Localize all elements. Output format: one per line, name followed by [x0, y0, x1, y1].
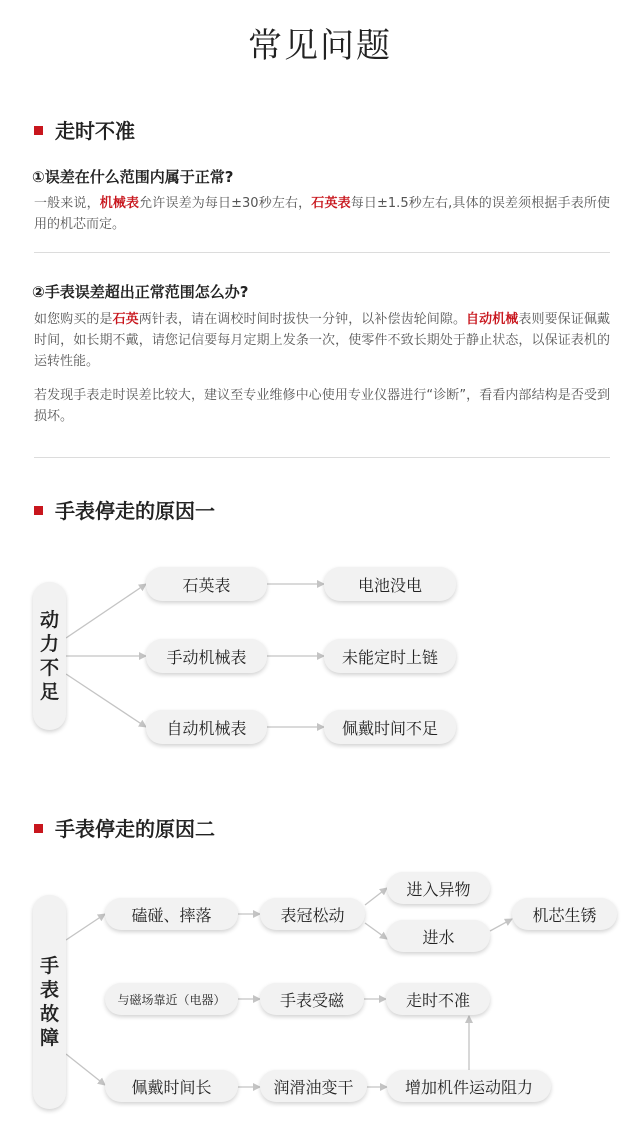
answer-1-part2: 允许误差为每日±30秒左右， [139, 196, 312, 211]
answer-2-part2: 两针表，请在调校时间时拔快一分钟，以补偿齿轮间隙。 [138, 312, 467, 327]
node-insufficient-wear: 佩戴时间不足 [324, 710, 456, 744]
node-increased-resistance: 增加机件运动阻力 [387, 1070, 551, 1102]
red-square-icon [34, 824, 43, 833]
divider [34, 457, 610, 458]
node-crown-loose: 表冠松动 [260, 898, 365, 930]
section-heading-stop-reason-1 [34, 495, 215, 524]
answer-1-part1: 一般来说， [34, 196, 100, 211]
root-node-watch-fault: 手 表 故 障 [33, 895, 66, 1109]
answer-2-auto: 自动机械 [466, 312, 519, 327]
node-magnetic-source: 与磁场靠近（电器） [105, 983, 238, 1015]
node-water-ingress: 进水 [387, 920, 490, 952]
answer-2-part1: 如您购买的是 [34, 312, 113, 327]
answer-1-text [34, 193, 610, 235]
node-magnetized: 手表受磁 [260, 983, 364, 1015]
node-battery-dead: 电池没电 [324, 567, 456, 601]
answer-2-text [34, 309, 610, 372]
question-2-title: ②手表误差超出正常范围怎么办? [32, 283, 249, 301]
node-quartz-watch: 石英表 [146, 567, 267, 601]
node-oil-dried: 润滑油变干 [260, 1070, 367, 1102]
red-square-icon [34, 506, 43, 515]
answer-1-quartz: 石英表 [311, 196, 351, 211]
answer-2-advice: 若发现手表走时误差比较大，建议至专业维修中心使用专业仪器进行“诊断”，看看内部结构是否受到损坏。 [34, 388, 610, 424]
divider [34, 252, 610, 253]
answer-2-quartz: 石英 [112, 312, 139, 327]
section-heading-label: 手表停走的原因一 [55, 499, 215, 523]
node-automatic-mechanical: 自动机械表 [146, 710, 267, 744]
page-title: 常见问题 [248, 26, 392, 66]
answer-1-mech: 机械表 [99, 196, 140, 211]
section-heading-inaccurate [34, 115, 135, 144]
section-heading-label: 走时不准 [55, 119, 135, 143]
red-square-icon [34, 126, 43, 135]
node-movement-rust: 机芯生锈 [512, 898, 617, 930]
answer-1-part3: 每日±1.5秒左右,具体的误差须根据手表所使用的机芯而定。 [34, 196, 610, 232]
node-inaccurate-time: 走时不准 [386, 983, 490, 1015]
answer-2-part3: 表则要保证佩戴时间，如长期不戴，请您记信要每月定期上发条一次，使零件不致长期处于静止状态，以保证表机的运转性能。 [34, 312, 610, 369]
section-heading-label: 手表停走的原因二 [55, 817, 215, 841]
question-1-title: ①误差在什么范围内属于正常? [32, 168, 234, 186]
root-node-power-shortage: 动 力 不 足 [33, 582, 66, 730]
section-heading-stop-reason-2 [34, 813, 215, 842]
node-bump-drop: 磕碰、摔落 [105, 898, 238, 930]
node-not-wound: 未能定时上链 [324, 639, 456, 673]
node-manual-mechanical: 手动机械表 [146, 639, 267, 673]
node-foreign-matter: 进入异物 [387, 872, 490, 904]
node-long-wear: 佩戴时间长 [105, 1070, 238, 1102]
